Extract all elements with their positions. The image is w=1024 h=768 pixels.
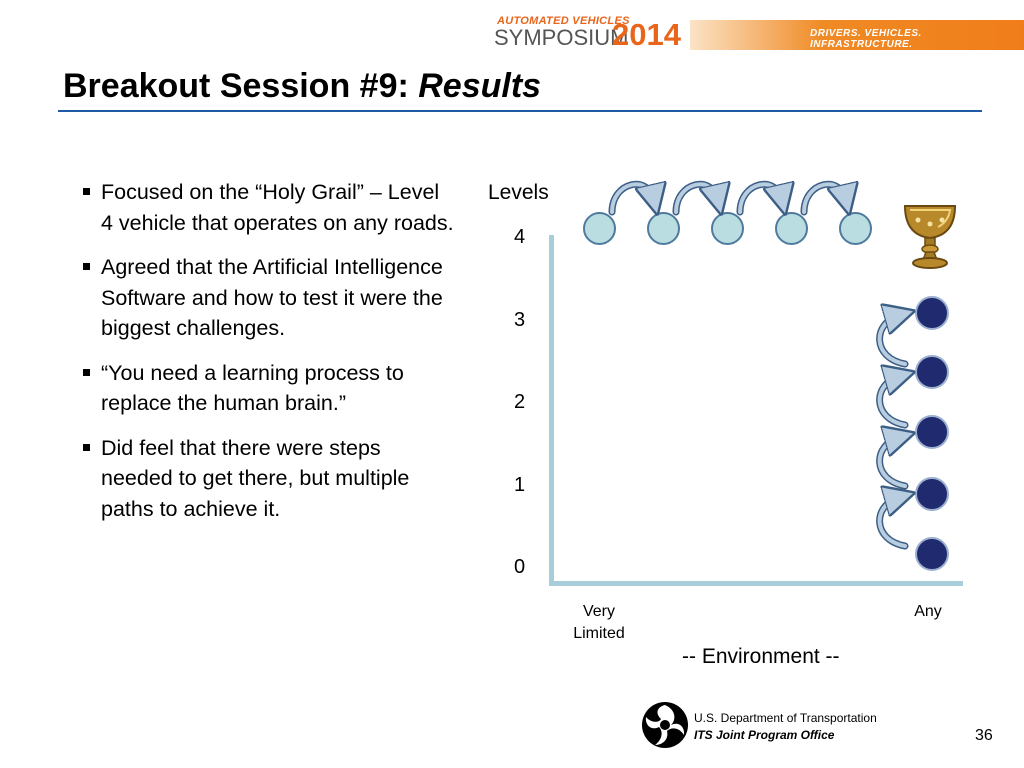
banner-tagline: DRIVERS. VEHICLES. INFRASTRUCTURE. xyxy=(810,28,922,50)
usdot-triskelion-icon xyxy=(641,701,689,749)
logo-year: 2014 xyxy=(612,17,681,52)
any-env-curved-arrow-2 xyxy=(880,437,905,486)
x-axis-label: -- Environment -- xyxy=(682,645,840,668)
bullet-text: Focused on the “Holy Grail” – Level 4 vehicle that operates on any roads. xyxy=(101,180,454,235)
x-tick-any: Any xyxy=(914,603,942,620)
title-prefix: Breakout Session #9: xyxy=(63,67,419,105)
bullet-text: “You need a learning process to replace the human brain.” xyxy=(101,360,404,415)
level4-curved-arrow-2 xyxy=(676,184,718,212)
any-env-curved-arrow-4 xyxy=(880,315,905,364)
y-tick-2: 2 xyxy=(514,391,526,413)
page-number: 36 xyxy=(975,727,993,744)
y-tick-1: 1 xyxy=(514,474,526,496)
y-tick-3: 3 xyxy=(514,309,526,331)
bullet-text: Did feel that there were steps needed to get there, but multiple paths to achieve it. xyxy=(101,435,410,521)
level4-curved-arrow-3 xyxy=(740,184,782,212)
level4-curved-arrow-1 xyxy=(612,184,654,212)
holy-grail-chalice-icon xyxy=(898,200,962,272)
y-tick-4: 4 xyxy=(514,226,526,248)
any-env-curved-arrow-3 xyxy=(880,376,905,425)
footer-dept: U.S. Department of Transportation xyxy=(694,711,877,725)
footer-office: ITS Joint Program Office xyxy=(694,728,835,742)
logo-automated-vehicles: AUTOMATED VEHICLES xyxy=(497,15,630,27)
x-tick-left-line2: Limited xyxy=(573,625,625,642)
y-tick-0: 0 xyxy=(514,556,526,578)
bullet-text: Agreed that the Artificial Intelligence Software and how to test it were the biggest challenges. xyxy=(101,255,443,340)
title-emphasis: Results xyxy=(418,67,542,105)
y-axis-label: Levels xyxy=(488,181,549,204)
x-tick-left-line1: Very xyxy=(582,603,615,620)
logo-symposium: SYMPOSIUM xyxy=(494,25,629,50)
level4-curved-arrow-4 xyxy=(804,184,846,212)
any-env-curved-arrow-1 xyxy=(880,497,905,546)
